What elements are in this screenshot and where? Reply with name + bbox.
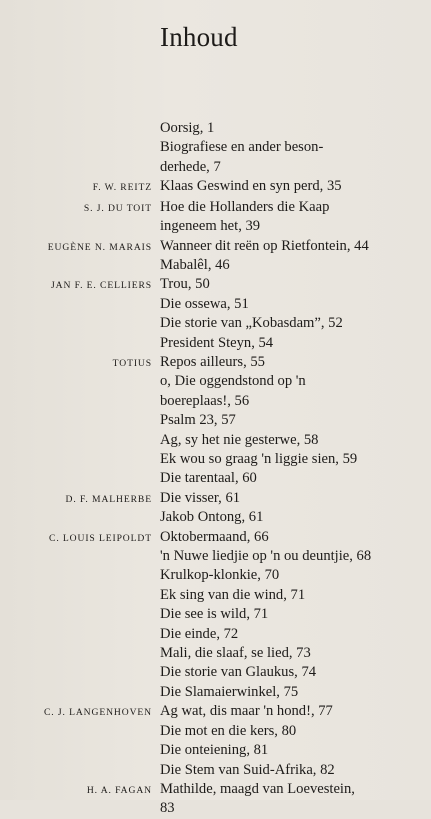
toc-work-line: Die tarentaal, 60 [160, 470, 257, 487]
toc-author: C. J. LANGENHOVEN [43, 707, 152, 719]
toc-work-line: Ek sing van die wind, 71 [160, 586, 306, 603]
toc-work-line: Mabalêl, 46 [160, 256, 230, 273]
toc-work-line: Die storie van Glaukus, 74 [160, 664, 317, 681]
toc-work-line: Die Stem van Suid-Afrika, 82 [160, 761, 335, 778]
toc-work-line: Repos ailleurs, 55 [160, 353, 265, 370]
toc-entry [0, 489, 431, 528]
toc-work-line: Die Slamaierwinkel, 75 [160, 683, 299, 700]
toc-work-line: Oktobermaand, 66 [160, 528, 269, 545]
toc-work-line: Die visser, 61 [160, 489, 241, 506]
toc-author [0, 119, 152, 120]
toc-work-line: derhede, 7 [160, 158, 221, 175]
toc-work-line: Jakob Ontong, 61 [160, 509, 264, 526]
toc-entry [0, 119, 431, 177]
toc-author: JAN F. E. CELLIERS [51, 280, 152, 292]
toc-work-line: 83 [160, 800, 175, 817]
toc-work-line: Die see is wild, 71 [160, 606, 269, 623]
toc-author: C. LOUIS LEIPOLDT [49, 532, 152, 544]
toc-work-line: Psalm 23, 57 [160, 412, 236, 429]
toc-work-line: boereplaas!, 56 [160, 392, 250, 409]
toc-author: S. J. DU TOIT [83, 202, 152, 214]
toc-works [152, 489, 431, 528]
toc-works [152, 198, 431, 237]
toc-work-line: Hoe die Hollanders die Kaap [160, 198, 330, 215]
toc-work-line: Klaas Geswind en syn perd, 35 [160, 178, 342, 195]
toc-work-line: Ag wat, dis maar 'n hond!, 77 [160, 703, 333, 720]
toc-entry [0, 353, 431, 489]
toc-author: F. W. REITZ [92, 182, 152, 194]
toc-works [152, 237, 431, 276]
toc-work-line: Biografiese en ander beson- [160, 139, 324, 156]
toc-author: D. F. MALHERBE [65, 493, 152, 505]
toc-entry [0, 177, 431, 198]
toc-entry [0, 237, 431, 276]
toc-entry [0, 528, 431, 703]
toc-work-line: Krulkop-klonkie, 70 [160, 567, 280, 584]
toc-entry [0, 198, 431, 237]
toc-entry [0, 702, 431, 780]
toc-work-line: Oorsig, 1 [160, 120, 215, 136]
toc-work-line: Ag, sy het nie gesterwe, 58 [160, 431, 319, 448]
toc-works [152, 275, 431, 353]
toc-works [152, 119, 431, 177]
toc-author: EUGÈNE N. MARAIS [47, 241, 152, 253]
toc-works [152, 353, 431, 489]
toc-work-line: 'n Nuwe liedjie op 'n ou deuntjie, 68 [160, 548, 372, 565]
toc-author: H. A. FAGAN [86, 784, 152, 796]
page-title: Inhoud [160, 22, 238, 52]
toc-work-line: Wanneer dit reën op Rietfontein, 44 [160, 237, 369, 254]
toc-work-line: Die onteiening, 81 [160, 742, 269, 759]
toc-works [152, 177, 431, 196]
toc-work-line: Ek wou so graag 'n liggie sien, 59 [160, 451, 358, 467]
toc-work-line: Trou, 50 [160, 276, 210, 293]
toc-works [152, 780, 431, 819]
toc-work-line: ingeneem het, 39 [160, 218, 261, 235]
toc-work-line: Die einde, 72 [160, 625, 239, 642]
table-of-contents [0, 119, 431, 819]
toc-works [152, 528, 431, 703]
toc-entry [0, 780, 431, 819]
toc-work-line: Mali, die slaaf, se lied, 73 [160, 645, 311, 662]
toc-work-line: President Steyn, 54 [160, 334, 274, 351]
toc-work-line: Die mot en die kers, 80 [160, 722, 297, 739]
toc-work-line: Die ossewa, 51 [160, 295, 249, 312]
toc-author: TOTIUS [112, 357, 152, 369]
toc-entry [0, 275, 431, 353]
toc-work-line: Die storie van „Kobasdam”, 52 [160, 315, 343, 332]
toc-work-line: Mathilde, maagd van Loevestein, [160, 780, 355, 797]
toc-works [152, 702, 431, 780]
toc-work-line: o, Die oggendstond op 'n [160, 373, 306, 390]
